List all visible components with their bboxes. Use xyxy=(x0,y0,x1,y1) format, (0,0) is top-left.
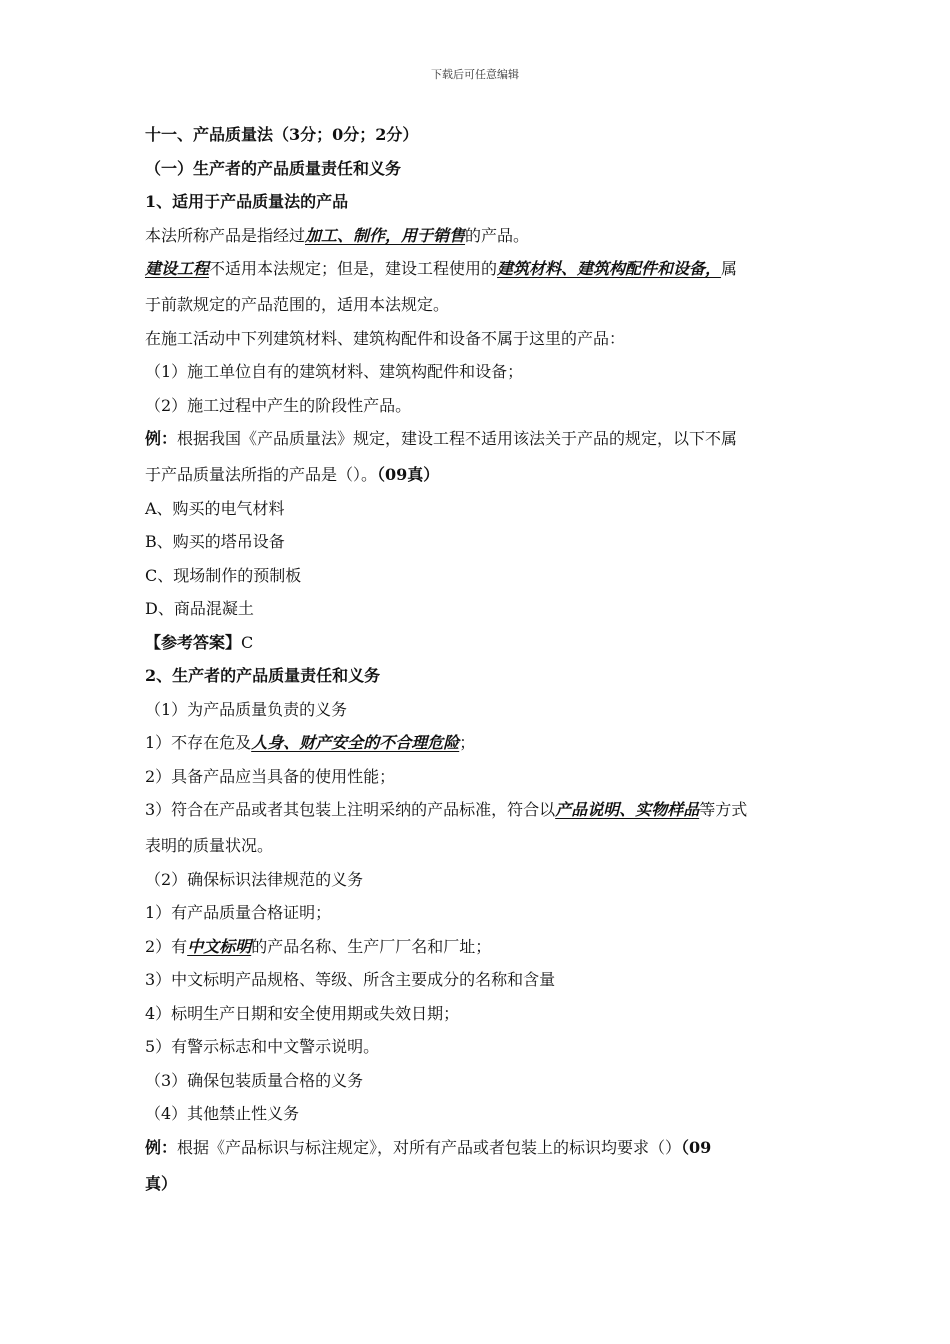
text-segment: 3）符合在产品或者其包装上注明采纳的产品标准，符合以 xyxy=(145,800,556,819)
text-line xyxy=(145,225,810,247)
emphasized-term: 加工、制作，用于销售 xyxy=(305,225,466,245)
text-segment: 【参考答案】 xyxy=(145,632,242,652)
text-line: 表明的质量状况。 xyxy=(145,836,274,855)
text-segment: 不适用本法规定；但是，建设工程使用的 xyxy=(209,259,498,278)
emphasized-term: 人身、财产安全的不合理危险 xyxy=(251,733,460,752)
text-line: 在施工活动中下列建筑材料、建筑构配件和设备不属于这里的产品： xyxy=(145,328,626,348)
text-line xyxy=(145,1173,810,1195)
text-segment: 属 xyxy=(721,259,738,278)
text-line: D、商品混凝土 xyxy=(145,599,254,618)
text-segment: 于产品质量法所指的产品是（）。 xyxy=(145,465,378,484)
text-segment: 例： xyxy=(145,429,178,448)
section-heading: （一）生产者的产品质量责任和义务 xyxy=(145,158,402,178)
section-heading: 1、适用于产品质量法的产品 xyxy=(145,192,349,211)
text-line: （4）其他禁止性义务 xyxy=(145,1104,300,1123)
emphasized-term: 建筑材料、建筑构配件和设备， xyxy=(497,259,722,278)
text-line xyxy=(145,464,810,486)
text-line: （2）确保标识法律规范的义务 xyxy=(145,869,364,889)
text-line: 2）具备产品应当具备的使用性能； xyxy=(145,766,396,786)
text-segment: 的产品名称、生产厂厂名和厂址； xyxy=(251,936,492,956)
section-heading: 十一、产品质量法（3分；0分；2分） xyxy=(145,125,419,144)
text-line: 1）有产品质量合格证明； xyxy=(145,903,332,922)
text-line xyxy=(145,428,810,450)
text-segment: 根据我国《产品质量法》规定，建设工程不适用该法关于产品的规定，以下不属 xyxy=(177,429,738,448)
text-line xyxy=(145,799,810,821)
text-line: （2）施工过程中产生的阶段性产品。 xyxy=(145,395,412,415)
text-line: A、购买的电气材料 xyxy=(145,498,285,518)
text-segment: C xyxy=(241,632,254,652)
text-segment: （09真） xyxy=(377,465,440,484)
text-line xyxy=(145,258,810,280)
text-segment: 根据《产品标识与标注规定》，对所有产品或者包装上的标识均要求（） xyxy=(177,1137,682,1157)
text-line xyxy=(145,936,810,958)
text-line: 5）有警示标志和中文警示说明。 xyxy=(145,1037,380,1056)
section-heading: 2、生产者的产品质量责任和义务 xyxy=(145,666,381,685)
text-line: （1）为产品质量负责的义务 xyxy=(145,699,348,719)
text-segment: 例： xyxy=(145,1137,178,1157)
text-line: （3）确保包装质量合格的义务 xyxy=(145,1070,364,1090)
document-body xyxy=(145,124,810,1206)
text-segment: 的产品。 xyxy=(465,225,530,245)
text-line xyxy=(145,1137,810,1159)
emphasized-term: 建设工程 xyxy=(145,259,210,278)
text-line xyxy=(145,632,810,654)
text-line: 于前款规定的产品范围的，适用本法规定。 xyxy=(145,295,450,314)
page-header: 下载后可任意编辑 xyxy=(431,68,519,81)
text-line: B、购买的塔吊设备 xyxy=(145,532,285,551)
emphasized-term: 中文标明 xyxy=(187,936,252,956)
text-line xyxy=(145,732,810,754)
text-segment: 2）有 xyxy=(145,936,188,956)
text-segment: 等方式 xyxy=(699,800,748,819)
text-segment: （09 xyxy=(681,1137,712,1157)
text-segment: 真） xyxy=(145,1173,178,1193)
text-line: 4）标明生产日期和安全使用期或失效日期； xyxy=(145,1003,460,1023)
text-line: （1）施工单位自有的建筑材料、建筑构配件和设备； xyxy=(145,362,524,381)
emphasized-term: 产品说明、实物样品 xyxy=(555,800,700,819)
text-segment: 本法所称产品是指经过 xyxy=(145,225,306,245)
text-line: 3）中文标明产品规格、等级、所含主要成分的名称和含量 xyxy=(145,970,556,989)
text-line: C、现场制作的预制板 xyxy=(145,565,302,585)
text-segment: 1）不存在危及 xyxy=(145,733,252,752)
text-segment: ； xyxy=(459,733,476,752)
